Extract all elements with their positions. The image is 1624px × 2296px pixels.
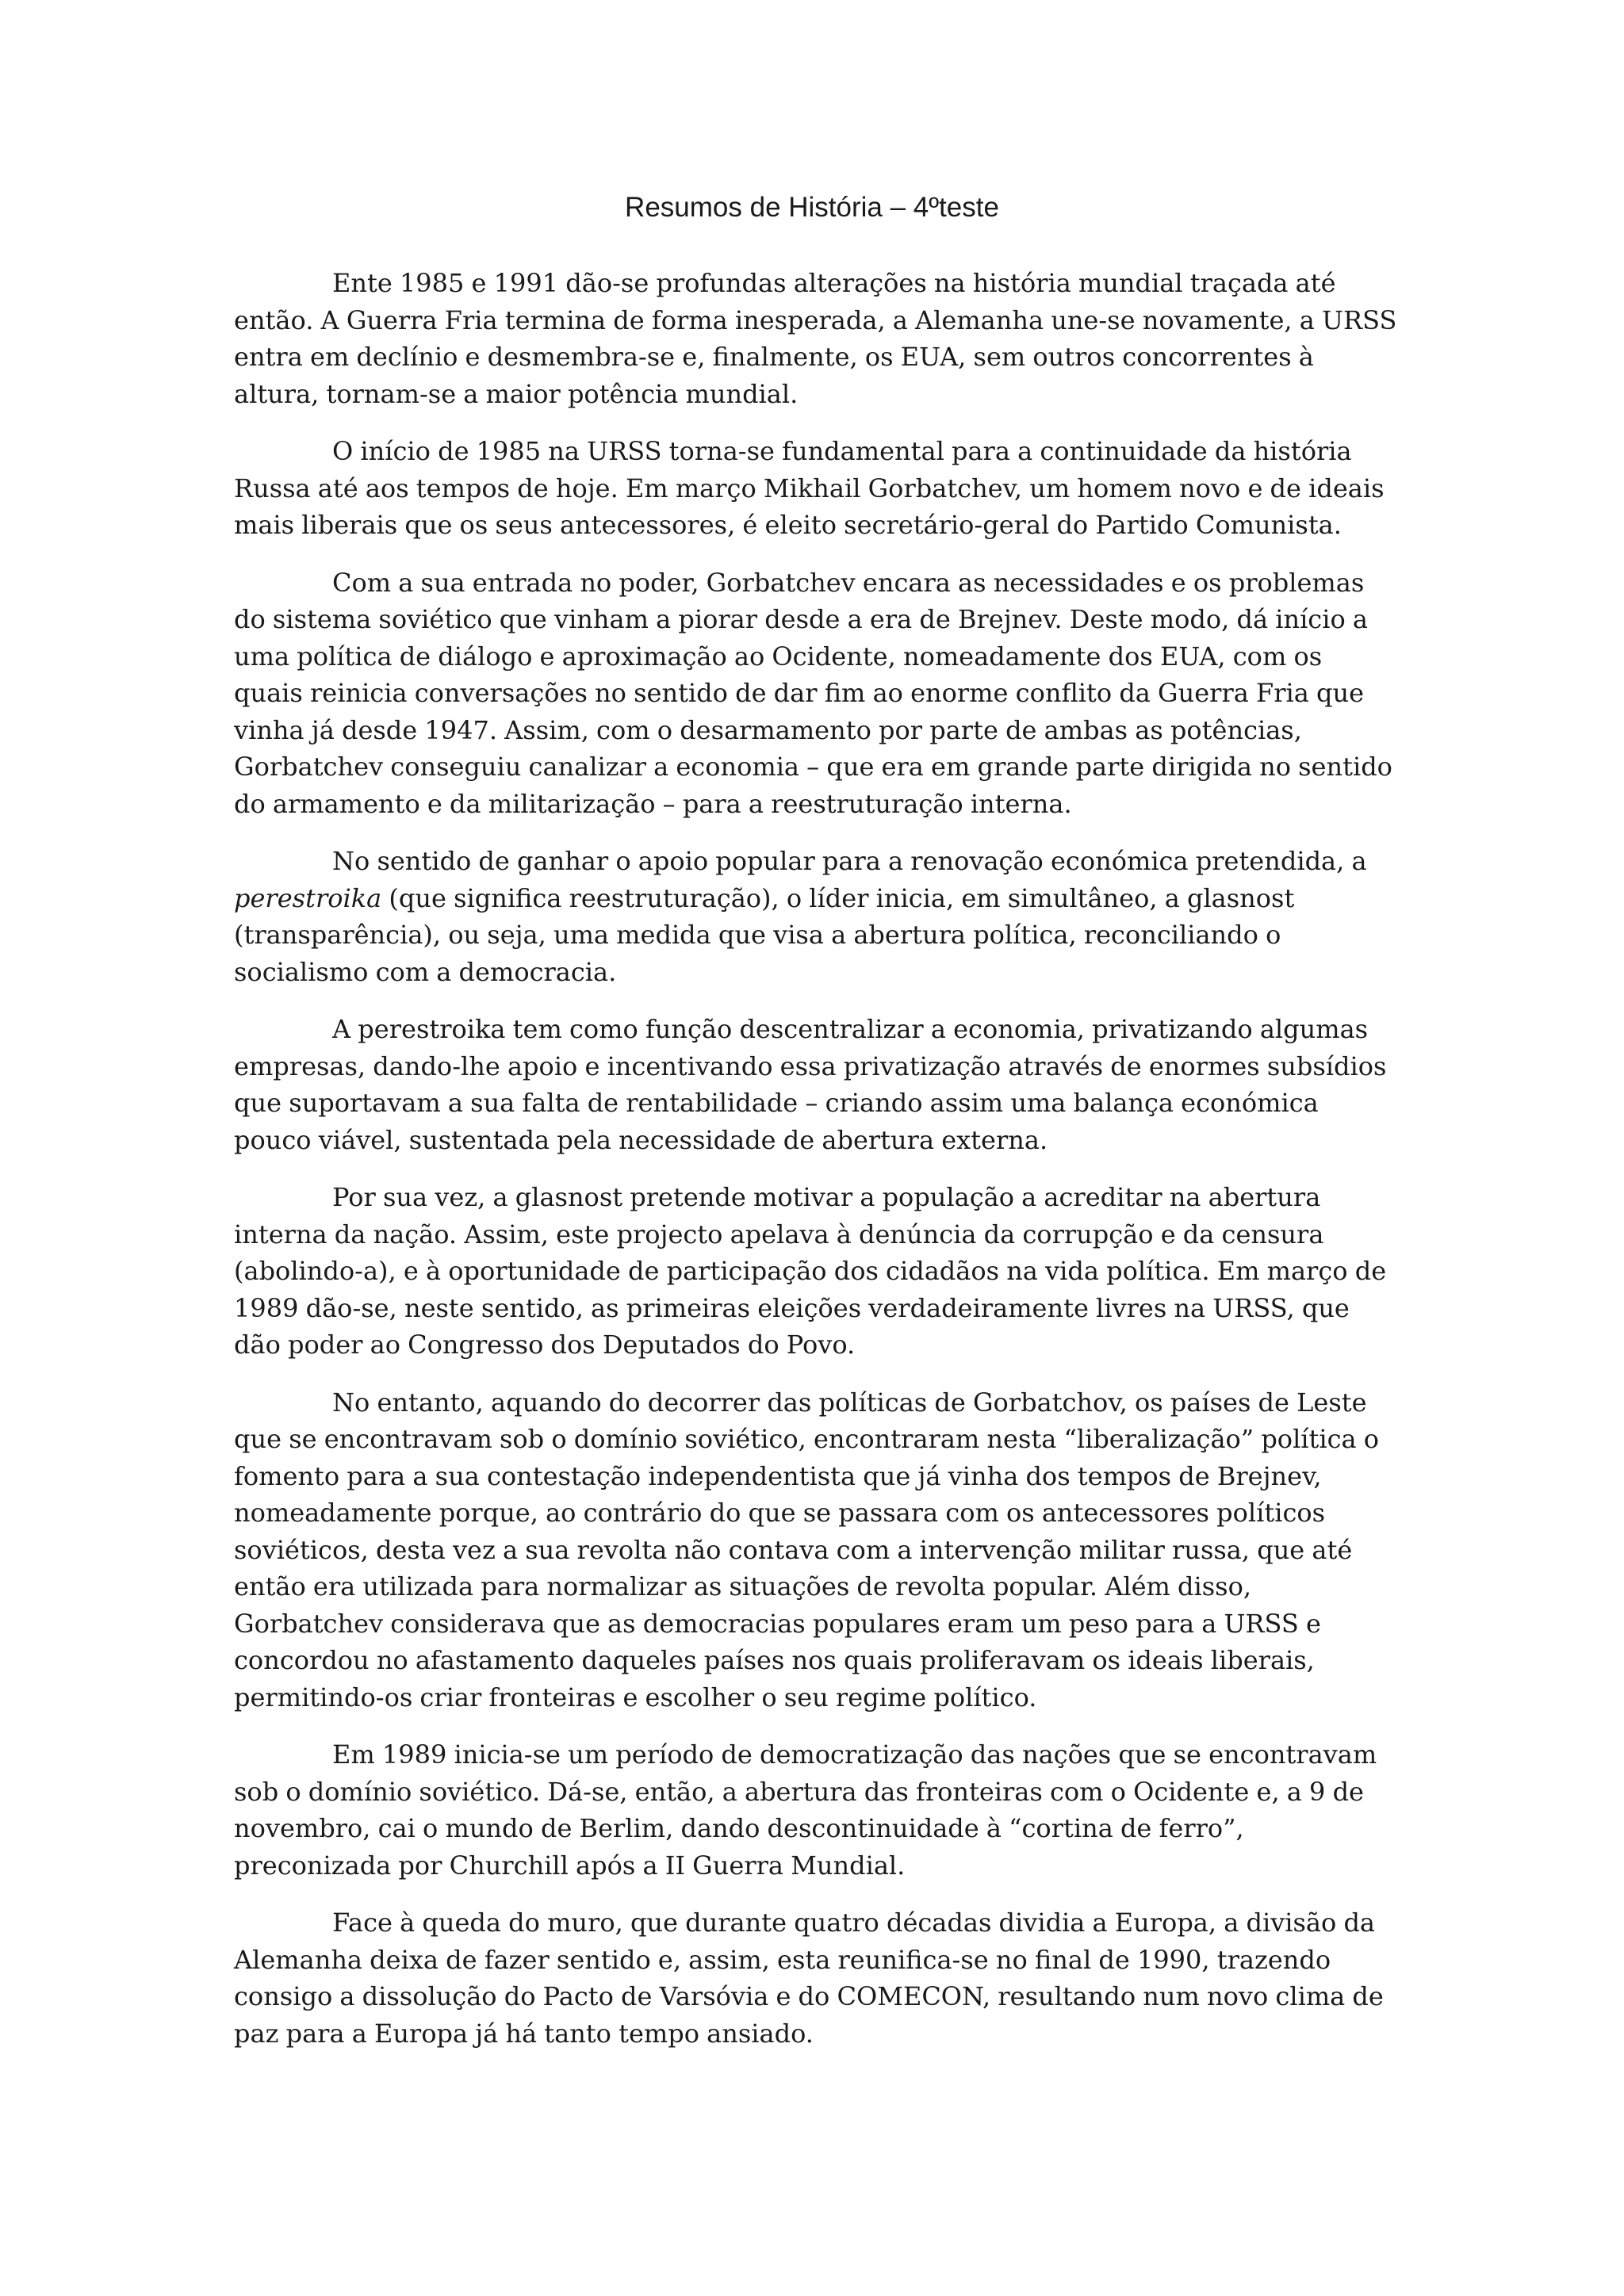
paragraph-5: A perestroika tem como função descentralizar a economia, privatizando algumas empresas, dando-lhe apoio e incentivando essa privatização através de enormes subsídios que suportavam a sua falta de rentabilidade – criando assim uma balança económica pouco viável, sustentada pela necessidade de abertura externa. <box>234 1014 1387 1155</box>
document-title: Resumos de História – 4ºteste <box>625 192 999 223</box>
paragraph-2: O início de 1985 na URSS torna-se fundamental para a continuidade da história Russa até aos tempos de hoje. Em março Mikhail Gorbatchev, um homem novo e de ideais mais liberais que os seus antecessores, é eleito secretário-geral do Partido Comunista. <box>234 436 1385 540</box>
document-body <box>234 265 1398 2072</box>
paragraph-1: Ente 1985 e 1991 dão-se profundas alterações na história mundial traçada até então. A Guerra Fria termina de forma inesperada, a Alemanha une-se novamente, a URSS entra em declínio e desmembra-se e, finalmente, os EUA, sem outros concorrentes à altura, tornam-se a maior potência mundial. <box>234 268 1397 409</box>
paragraph-4-intro: No sentido de ganhar o apoio popular para a renovação económica pretendida, a <box>332 846 1367 876</box>
paragraph-4-italic-term: perestroika <box>234 882 382 913</box>
paragraph-3: Com a sua entrada no poder, Gorbatchev encara as necessidades e os problemas do sistema soviético que vinham a piorar desde a era de Brejnev. Deste modo, dá início a uma política de diálogo e aproximação ao Ocidente, nomeadamente dos EUA, com os quais reinicia conversações no sentido de dar fim ao enorme conflito da Guerra Fria que vinha já desde 1947. Assim, com o desarmamento por parte de ambas as potências, Gorbatchev conseguiu canalizar a economia – que era em grande parte dirigida no sentido do armamento e da militarização – para a reestruturação interna. <box>234 567 1392 819</box>
paragraph-4-rest: (que significa reestruturação), o líder inicia, em simultâneo, a glasnost (transparência), ou seja, uma medida que visa a abertura política, reconciliando o socialismo com a democracia. <box>234 882 1295 987</box>
paragraph-4 <box>234 843 1398 990</box>
paragraph-7: No entanto, aquando do decorrer das políticas de Gorbatchov, os países de Leste que se encontravam sob o domínio soviético, encontraram nesta “liberalização” política o fomento para a sua contestação independentista que já vinha dos tempos de Brejnev, nomeadamente porque, ao contrário do que se passara com os antecessores políticos soviéticos, desta vez a sua revolta não contava com a intervenção militar russa, que até então era utilizada para normalizar as situações de revolta popular. Além disso, Gorbatchev considerava que as democracias populares eram um peso para a URSS e concordou no afastamento daqueles países nos quais proliferavam os ideais liberais, permitindo-os criar fronteiras e escolher o seu regime político. <box>234 1387 1380 1712</box>
paragraph-8: Em 1989 inicia-se um período de democratização das nações que se encontravam sob o domínio soviético. Dá-se, então, a abertura das fronteiras com o Ocidente e, a 9 de novembro, cai o mundo de Berlim, dando descontinuidade à “cortina de ferro”, preconizada por Churchill após a II Guerra Mundial. <box>234 1739 1377 1881</box>
paragraph-9: Face à queda do muro, que durante quatro décadas dividia a Europa, a divisão da Alemanha deixa de fazer sentido e, assim, esta reunifica-se no final de 1990, trazendo consigo a dissolução do Pacto de Varsóvia e do COMECON, resultando num novo clima de paz para a Europa já há tanto tempo ansiado. <box>234 1908 1384 2049</box>
paragraph-6: Por sua vez, a glasnost pretende motivar a população a acreditar na abertura interna da nação. Assim, este projecto apelava à denúncia da corrupção e da censura (abolindo-a), e à oportunidade de participação dos cidadãos na vida política. Em março de 1989 dão-se, neste sentido, as primeiras eleições verdadeiramente livres na URSS, que dão poder ao Congresso dos Deputados do Povo. <box>234 1182 1387 1360</box>
